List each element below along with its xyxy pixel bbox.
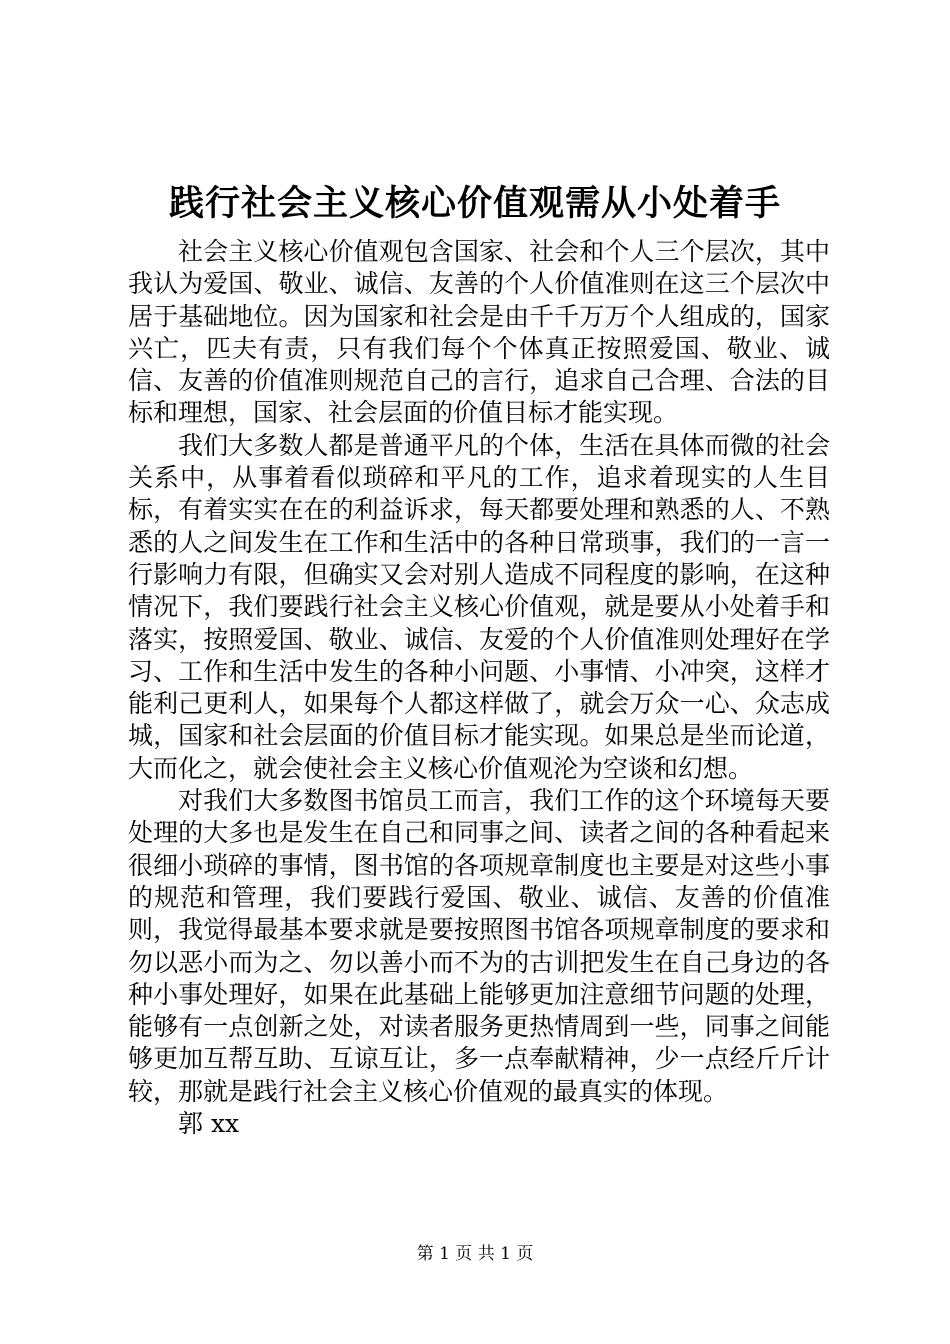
author-signature: 郭 xx [178,1109,240,1139]
paragraph-1: 社会主义核心价值观包含国家、社会和个人三个层次，其中我认为爱国、敬业、诚信、友善的个人价值准则在这三个层次中居于基础地位。因为国家和社会是由千千万万个人组成的，国家兴亡，匹夫有责，只有我们每个个体真正按照爱国、敬业、诚信、友善的价值准则规范自己的言行，追求自己合理、合法的目标和理想，国家、社会层面的价值目标才能实现。 [128,237,830,428]
page-footer: 第 1 页 共 1 页 [416,1244,534,1264]
paragraph-3: 对我们大多数图书馆员工而言，我们工作的这个环境每天要处理的大多也是发生在自己和同事之间、读者之间的各种看起来很细小琐碎的事情，图书馆的各项规章制度也主要是对这些小事的规范和管理，我们要践行爱国、敬业、诚信、友善的价值准则，我觉得最基本要求就是要按照图书馆各项规章制度的要求和勿以恶小而为之、勿以善小而不为的古训把发生在自己身边的各种小事处理好，如果在此基础上能够更加注意细节问题的处理，能够有一点创新之处，对读者服务更热情周到一些，同事之间能够更加互帮互助、互谅互让，多一点奉献精神，少一点经斤斤计较，那就是践行社会主义核心价值观的最真实的体现。 [128,786,830,1106]
document-title: 践行社会主义核心价值观需从小处着手 [168,183,781,224]
document-body [128,236,830,1140]
paragraph-2: 我们大多数人都是普通平凡的个体，生活在具体而微的社会关系中，从事着看似琐碎和平凡的工作，追求着现实的人生目标，有着实实在在的利益诉求，每天都要处理和熟悉的人、不熟悉的人之间发生在工作和生活中的各种日常琐事，我们的一言一行影响力有限，但确实又会对别人造成不同程度的影响，在这种情况下，我们要践行社会主义核心价值观，就是要从小处着手和落实，按照爱国、敬业、诚信、友爱的个人价值准则处理好在学习、工作和生活中发生的各种小问题、小事情、小冲突，这样才能利己更利人，如果每个人都这样做了，就会万众一心、众志成城，国家和社会层面的价值目标才能实现。如果总是坐而论道，大而化之，就会使社会主义核心价值观沦为空谈和幻想。 [128,430,830,783]
